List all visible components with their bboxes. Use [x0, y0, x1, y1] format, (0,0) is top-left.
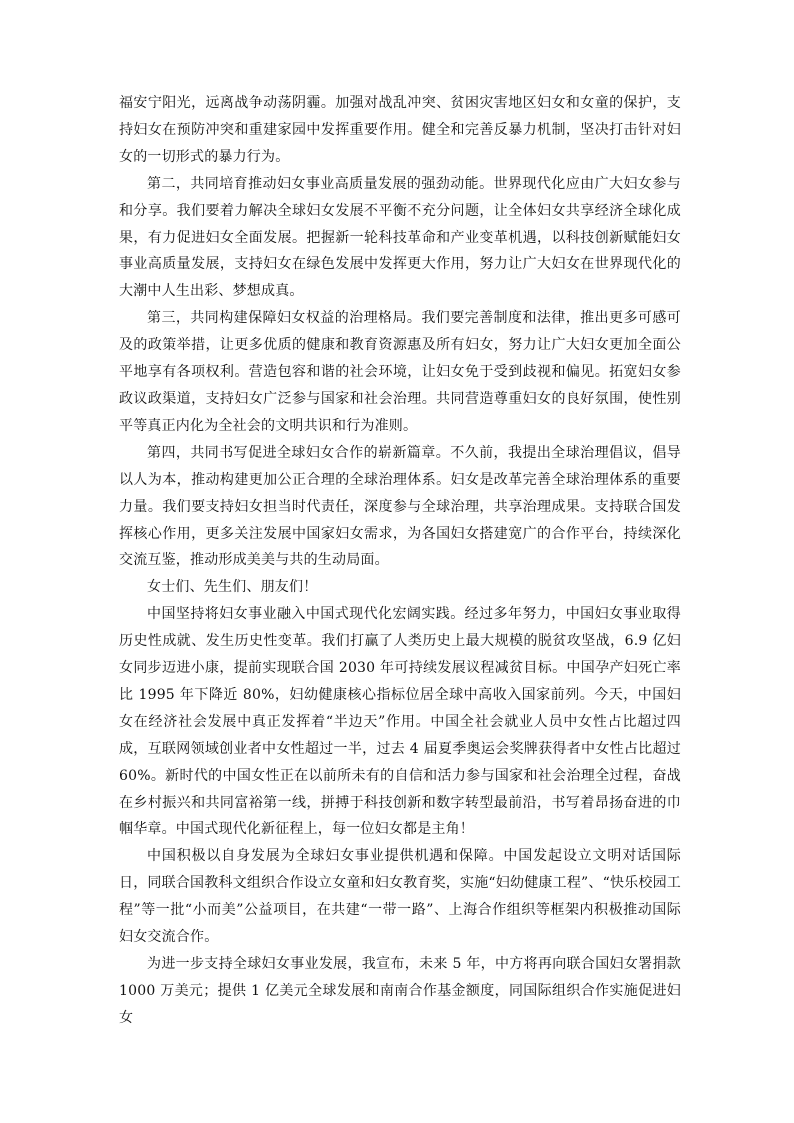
paragraph: 中国坚持将妇女事业融入中国式现代化宏阔实践。经过多年努力，中国妇女事业取得历史性成就、发生历史性变革。我们打赢了人类历史上最大规模的脱贫攻坚战，6.9 亿妇女同步迈进小康，提前实现联合国 2030 年可持续发展议程减贫目标。中国孕产妇死亡率比 1995 年下降近 80%，妇幼健康核心指标位居全球中高收入国家前列。今天，中国妇女在经济社会发展中真正发挥着“半边天”作用。中国全社会就业人员中女性占比超过四成，互联网领域创业者中女性超过一半，过去 4 届夏季奥运会奖牌获得者中女性占比超过 60%。新时代的中国女性正在以前所未有的自信和活力参与国家和社会治理全过程，奋战在乡村振兴和共同富裕第一线，拼搏于科技创新和数字转型最前沿，书写着昂扬奋进的巾帼华章。中国式现代化新征程上，每一位妇女都是主角！	[119, 606, 681, 838]
document-page	[119, 90, 681, 1032]
paragraph: 福安宁阳光，远离战争动荡阴霾。加强对战乱冲突、贫困灾害地区妇女和女童的保护，支持妇女在预防冲突和重建家园中发挥重要作用。健全和完善反暴力机制，坚决打击针对妇女的一切形式的暴力行为。	[119, 95, 681, 165]
paragraph-salutation: 女士们、先生们、朋友们！	[147, 579, 318, 596]
paragraph: 第三，共同构建保障妇女权益的治理格局。我们要完善制度和法律，推出更多可感可及的政策举措，让更多优质的健康和教育资源惠及所有妇女，努力让广大妇女更加全面公平地享有各项权利。营造包容和谐的社会环境，让妇女免于受到歧视和偏见。拓宽妇女参政议政渠道，支持妇女广泛参与国家和社会治理。共同营造尊重妇女的良好氛围，使性别平等真正内化为全社会的文明共识和行为准则。	[119, 310, 681, 434]
paragraph: 第四，共同书写促进全球妇女合作的崭新篇章。不久前，我提出全球治理倡议，倡导以人为本，推动构建更加公正合理的全球治理体系。妇女是改革完善全球治理体系的重要力量。我们要支持妇女担当时代责任，深度参与全球治理，共享治理成果。支持联合国发挥核心作用，更多关注发展中国家妇女需求，为各国妇女搭建宽广的合作平台，持续深化交流互鉴，推动形成美美与共的生动局面。	[119, 444, 681, 569]
paragraph: 第二，共同培育推动妇女事业高质量发展的强劲动能。世界现代化应由广大妇女参与和分享。我们要着力解决全球妇女发展不平衡不充分问题，让全体妇女共享经济全球化成果，有力促进妇女全面发展。把握新一轮科技革命和产业变革机遇，以科技创新赋能妇女事业高质量发展，支持妇女在绿色发展中发挥更大作用，努力让广大妇女在世界现代化的大潮中人生出彩、梦想成真。	[119, 175, 681, 300]
paragraph: 中国积极以自身发展为全球妇女事业提供机遇和保障。中国发起设立文明对话国际日，同联合国教科文组织合作设立女童和妇女教育奖，实施“妇幼健康工程”、“快乐校园工程”等一批“小而美”公益项目，在共建“一带一路”、上海合作组织等框架内积极推动国际妇女交流合作。	[119, 848, 681, 946]
paragraph: 为进一步支持全球妇女事业发展，我宣布，未来 5 年，中方将再向联合国妇女署捐款 1000 万美元；提供 1 亿美元全球发展和南南合作基金额度，同国际组织合作实施促进妇女	[119, 956, 681, 1026]
